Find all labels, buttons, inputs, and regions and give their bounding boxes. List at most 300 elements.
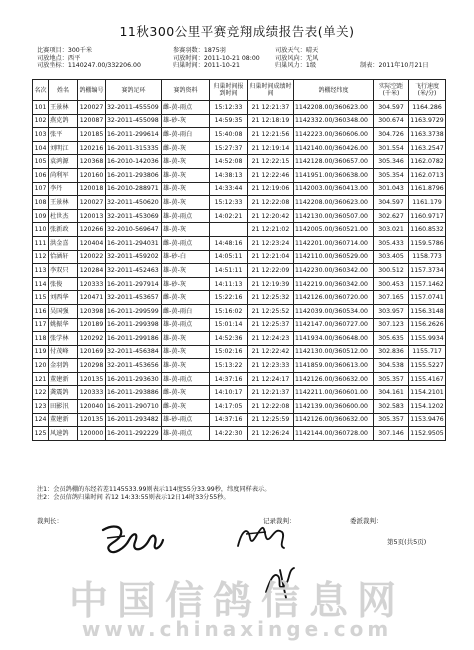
table-cell: 32-2011-453069 — [106, 209, 162, 223]
table-cell: 21 12:22:08 — [248, 196, 294, 210]
table-cell: 雄-砂-雨点 — [162, 413, 210, 427]
table-cell: 125 — [33, 427, 49, 441]
meta-entries: 参赛羽数：1875羽 — [173, 47, 226, 54]
table-cell: 雌-黄-雨白 — [162, 304, 210, 318]
table-cell: 120398 — [78, 304, 106, 318]
table-cell: 113 — [33, 264, 49, 278]
table-cell: 16-2011-315335 — [106, 141, 162, 155]
table-cell: 雌-黄-灰 — [162, 386, 210, 400]
meta-weather: 司放天气：晴天 — [275, 47, 319, 54]
table-cell: 21 12:22:08 — [248, 400, 294, 414]
table-row — [33, 168, 446, 182]
table-cell: 111 — [33, 236, 49, 250]
table-cell: 14:17:05 — [210, 400, 248, 414]
table-cell: 金羽鸽 — [49, 359, 78, 373]
document-title: 11秋300公里平赛竞翔成绩报告表(单关) — [119, 24, 355, 39]
meta-release-site: 司放地点：西平 — [37, 54, 81, 62]
table-cell: 15:01:14 — [210, 318, 248, 332]
table-cell: 雄-黄-灰 — [162, 264, 210, 278]
table-cell: 21 12:25:52 — [248, 304, 294, 318]
table-cell: 32-2011-456384 — [106, 345, 162, 359]
table-cell: 124 — [33, 413, 49, 427]
table-row — [33, 400, 446, 414]
note-1: 注1：会员鸽棚的东经若差1145533.99则表示114度55分33.99秒，纬度同样表示。 — [37, 486, 271, 493]
table-cell: 21 12:24:23 — [248, 332, 294, 346]
table-cell: 1155.5227 — [409, 359, 446, 373]
table-cell: 120 — [33, 359, 49, 373]
table-cell: 刘西华 — [49, 291, 78, 305]
table-cell: 1161.8796 — [409, 182, 446, 196]
table-cell: 14:33:44 — [210, 182, 248, 196]
table-cell: 雄-黄-灰 — [162, 332, 210, 346]
table-cell: 118 — [33, 332, 49, 346]
header-cell: 鸽棚编号 — [78, 80, 106, 101]
recorder-label: 记录裁判： — [263, 517, 296, 525]
table-cell: 16-2011-299186 — [106, 332, 162, 346]
table-body — [33, 101, 446, 441]
table-cell: 16-2011-293886 — [106, 386, 162, 400]
table-row — [33, 141, 446, 155]
table-cell: 117 — [33, 318, 49, 332]
table-cell: 21 12:22:46 — [248, 168, 294, 182]
table-cell: 16-2011-292229 — [106, 427, 162, 441]
table-cell: 1142144.00/360728.00 — [294, 427, 374, 441]
table-cell: 1142219.00/360342.00 — [294, 277, 374, 291]
table-cell: 16-2011-299398 — [106, 318, 162, 332]
notes — [37, 486, 270, 502]
table-cell: 1155.9934 — [409, 332, 446, 346]
table-cell: 120185 — [78, 128, 106, 142]
meta-row-1 — [37, 47, 457, 55]
table-cell: 32-2011-450620 — [106, 196, 162, 210]
table-cell: 1161.179 — [409, 196, 446, 210]
table-cell: 21 12:21:56 — [248, 128, 294, 142]
table-cell: 1157.3734 — [409, 264, 446, 278]
table-cell: 120000 — [78, 427, 106, 441]
table-cell: 120160 — [78, 168, 106, 182]
table-cell: 1142126.00/360632.00 — [294, 413, 374, 427]
table-cell: 107 — [33, 182, 49, 196]
table-cell: 雄-黄-灰 — [162, 196, 210, 210]
table-cell: 雌-黄-灰 — [162, 400, 210, 414]
table-cell: 15:12:33 — [210, 101, 248, 115]
table-row — [33, 304, 446, 318]
table-cell: 102 — [33, 114, 49, 128]
table-cell: 120333 — [78, 277, 106, 291]
table-cell: 李丹 — [49, 182, 78, 196]
table-cell: 21 12:23:33 — [248, 359, 294, 373]
table-cell: 32-2010-569647 — [106, 223, 162, 237]
table-cell: 1142130.00/360507.00 — [294, 209, 374, 223]
table-cell: 1157.0741 — [409, 291, 446, 305]
table-cell: 1152.9505 — [409, 427, 446, 441]
table-cell: 王景林 — [49, 196, 78, 210]
table-cell: 32-2011-452463 — [106, 264, 162, 278]
table-row — [33, 386, 446, 400]
table-cell: 张新政 — [49, 223, 78, 237]
table-cell: 刘明江 — [49, 141, 78, 155]
meta-race-item: 比赛项目：300千米 — [37, 47, 93, 54]
table-cell: 1142003.00/360413.00 — [294, 182, 374, 196]
table-cell: 307.146 — [374, 427, 409, 441]
table-cell: 16-2010-142036 — [106, 155, 162, 169]
table-cell: 1162.0713 — [409, 168, 446, 182]
page-number: 第5页(共5页) — [387, 538, 427, 546]
race-metadata — [37, 47, 457, 70]
table-cell: 123 — [33, 400, 49, 414]
table-cell: 15:22:16 — [210, 291, 248, 305]
table-cell: 109 — [33, 209, 49, 223]
table-cell: 王景林 — [49, 101, 78, 115]
table-cell: 袁鸿源 — [49, 155, 78, 169]
table-cell: 14:38:13 — [210, 168, 248, 182]
table-cell: 龚震鸽 — [49, 386, 78, 400]
table-cell: 21 12:22:42 — [248, 345, 294, 359]
table-cell: 121 — [33, 372, 49, 386]
table-cell: 1142139.00/360600.00 — [294, 400, 374, 414]
header-cell: 赛鸽资料 — [162, 80, 210, 101]
table-cell: 1156.3148 — [409, 304, 446, 318]
table-cell: 15:12:33 — [210, 196, 248, 210]
table-cell: 15:16:02 — [210, 304, 248, 318]
table-cell: 21 12:25:37 — [248, 318, 294, 332]
table-cell: 1142126.00/360632.00 — [294, 372, 374, 386]
table-cell: 16-2011-299614 — [106, 128, 162, 142]
table-row — [33, 372, 446, 386]
table-cell: 301.554 — [374, 141, 409, 155]
table-cell: 21 12:20:42 — [248, 209, 294, 223]
table-cell: 122 — [33, 386, 49, 400]
table-cell: 16-2011-294031 — [106, 236, 162, 250]
table-cell: 雌-黄-灰 — [162, 141, 210, 155]
table-cell: 14:11:13 — [210, 277, 248, 291]
meta-row-3 — [37, 62, 457, 70]
header-cell: 名次 — [33, 80, 49, 101]
table-cell: 21 12:21:37 — [248, 101, 294, 115]
table-cell: 304.597 — [374, 196, 409, 210]
table-cell: 14:02:21 — [210, 209, 248, 223]
table-cell: 21 12:21:37 — [248, 386, 294, 400]
table-cell: 尚利军 — [49, 168, 78, 182]
header-cell: 赛鸽足环 — [106, 80, 162, 101]
table-cell: 32-2011-455509 — [106, 101, 162, 115]
table-cell: 1142147.00/360727.00 — [294, 318, 374, 332]
table-cell: 21 12:22:15 — [248, 155, 294, 169]
table-cell: 1163.3738 — [409, 128, 446, 142]
table-cell: 1142140.00/360426.00 — [294, 141, 374, 155]
table-cell: 307.123 — [374, 318, 409, 332]
table-cell: 董建新 — [49, 413, 78, 427]
table-cell: 雄-黄-灰 — [162, 182, 210, 196]
table-cell: 32-2011-453656 — [106, 359, 162, 373]
table-cell: 1142039.00/360534.00 — [294, 304, 374, 318]
header-cell: 归巢时间成绩时间 — [248, 80, 294, 101]
table-cell: 杜世杰 — [49, 209, 78, 223]
table-cell: 雄-黄-灰 — [162, 168, 210, 182]
table-row — [33, 277, 446, 291]
table-row — [33, 236, 446, 250]
table-cell: 16-2011-299599 — [106, 304, 162, 318]
table-cell: 120018 — [78, 182, 106, 196]
table-cell: 21 12:18:19 — [248, 114, 294, 128]
table-cell: 李双只 — [49, 264, 78, 278]
table-cell: 302.627 — [374, 209, 409, 223]
table-cell: 120027 — [78, 101, 106, 115]
table-cell: 302.836 — [374, 345, 409, 359]
table-cell: 1159.5786 — [409, 236, 446, 250]
table-cell: 16-2011-293806 — [106, 168, 162, 182]
table-cell: 16-2011-290710 — [106, 400, 162, 414]
table-cell: 21 12:21:04 — [248, 250, 294, 264]
meta-return-time: 归巢时间：2011-10-21 — [173, 62, 240, 70]
table-cell: 1163.9729 — [409, 114, 446, 128]
table-cell: 120135 — [78, 413, 106, 427]
referee-label: 裁判长： — [37, 517, 63, 525]
table-cell: 21 12:24:17 — [248, 372, 294, 386]
table-cell: 305.346 — [374, 155, 409, 169]
table-cell: 300.453 — [374, 277, 409, 291]
table-cell: 14:48:16 — [210, 236, 248, 250]
table-cell: 雄-黄-雨点 — [162, 209, 210, 223]
table-cell: 1142128.00/360657.00 — [294, 155, 374, 169]
table-cell: 雌-黄-雨点 — [162, 236, 210, 250]
table-cell: 21 12:21:02 — [248, 223, 294, 237]
table-row — [33, 332, 446, 346]
table-cell: 304.538 — [374, 359, 409, 373]
table-cell: 120169 — [78, 345, 106, 359]
table-cell: 301.043 — [374, 182, 409, 196]
table-header-row — [33, 80, 446, 101]
table-cell: 14:10:17 — [210, 386, 248, 400]
table-cell: 305.354 — [374, 168, 409, 182]
table-cell: 304.161 — [374, 386, 409, 400]
table-cell: 120135 — [78, 372, 106, 386]
table-cell: 14:22:30 — [210, 427, 248, 441]
table-cell: 雄-砂-灰 — [162, 114, 210, 128]
table-row — [33, 128, 446, 142]
table-cell: 1141951.00/360638.00 — [294, 168, 374, 182]
table-cell: 恰涵轩 — [49, 250, 78, 264]
table-cell: 116 — [33, 304, 49, 318]
table-cell: 120040 — [78, 400, 106, 414]
table-cell: 15:13:22 — [210, 359, 248, 373]
table-cell: 1162.0782 — [409, 155, 446, 169]
table-cell: 1154.1202 — [409, 400, 446, 414]
table-cell: 雄-黄-灰 — [162, 223, 210, 237]
committee-label: 委派裁判： — [350, 517, 383, 525]
meta-made-date: 制表：2011年10月21日 — [360, 62, 429, 70]
table-cell: 21 12:19:06 — [248, 182, 294, 196]
table-cell: 1142208.00/360623.00 — [294, 196, 374, 210]
table-cell: 14:37:16 — [210, 413, 248, 427]
recorder-signature — [232, 520, 290, 554]
table-cell: 吴国强 — [49, 304, 78, 318]
table-cell: 120266 — [78, 223, 106, 237]
table-cell — [210, 223, 248, 237]
table-cell: 120471 — [78, 291, 106, 305]
table-cell: 雄-砂-灰 — [162, 277, 210, 291]
meta-wind: 司放风向：无风 — [275, 54, 319, 62]
table-cell: 1155.717 — [409, 345, 446, 359]
table-cell: 21 12:26:24 — [248, 427, 294, 441]
table-row — [33, 196, 446, 210]
table-cell: 雄-黄-灰 — [162, 155, 210, 169]
table-row — [33, 427, 446, 441]
table-cell: 田影汛 — [49, 400, 78, 414]
table-cell: 120292 — [78, 332, 106, 346]
table-cell: 120216 — [78, 141, 106, 155]
table-cell: 14:59:35 — [210, 114, 248, 128]
table-row — [33, 155, 446, 169]
table-cell: 303.957 — [374, 304, 409, 318]
table-cell: 1142005.00/360521.00 — [294, 223, 374, 237]
table-row — [33, 359, 446, 373]
table-cell: 1142208.00/360623.00 — [294, 101, 374, 115]
table-cell: 119 — [33, 345, 49, 359]
results-table — [32, 79, 446, 441]
table-cell: 112 — [33, 250, 49, 264]
table-cell: 雌-黄-灰 — [162, 291, 210, 305]
table-cell: 305.357 — [374, 413, 409, 427]
table-cell: 1142230.00/360342.00 — [294, 264, 374, 278]
table-row — [33, 345, 446, 359]
table-cell: 雄-黄-雨点 — [162, 318, 210, 332]
table-cell: 305.433 — [374, 236, 409, 250]
watermark-url: www.chinaxinge.com — [81, 617, 393, 641]
table-cell: 1142211.00/360601.00 — [294, 386, 374, 400]
table-cell: 105 — [33, 155, 49, 169]
table-cell: 14:37:16 — [210, 372, 248, 386]
table-cell: 15:02:16 — [210, 345, 248, 359]
table-cell: 1158.773 — [409, 250, 446, 264]
table-cell: 张俊 — [49, 277, 78, 291]
table-cell: 21 12:19:14 — [248, 141, 294, 155]
table-cell: 120013 — [78, 209, 106, 223]
table-row — [33, 209, 446, 223]
table-cell: 304.597 — [374, 101, 409, 115]
table-cell: 1142201.00/360714.00 — [294, 236, 374, 250]
table-cell: 16-2011-297914 — [106, 277, 162, 291]
table-cell: 114 — [33, 277, 49, 291]
table-cell: 1164.286 — [409, 101, 446, 115]
table-row — [33, 413, 446, 427]
table-cell: 120333 — [78, 386, 106, 400]
table-cell: 1142110.00/360529.00 — [294, 250, 374, 264]
table-cell: 14:05:11 — [210, 250, 248, 264]
table-cell: 洪金喜 — [49, 236, 78, 250]
table-row — [33, 114, 446, 128]
table-cell: 120022 — [78, 250, 106, 264]
table-row — [33, 264, 446, 278]
table-cell: 32-2011-453657 — [106, 291, 162, 305]
table-cell: 16-2011-293482 — [106, 413, 162, 427]
table-cell: 1160.8532 — [409, 223, 446, 237]
table-cell: 1154.2101 — [409, 386, 446, 400]
table-row — [33, 291, 446, 305]
meta-release-coords: 司放坐标：1140247.00/332206.00 — [37, 62, 141, 70]
table-cell: 姚振华 — [49, 318, 78, 332]
table-cell: 307.165 — [374, 291, 409, 305]
table-cell: 32-2011-459202 — [106, 250, 162, 264]
table-cell: 1141934.00/360648.00 — [294, 332, 374, 346]
table-cell: 14:52:36 — [210, 332, 248, 346]
table-cell: 14:52:08 — [210, 155, 248, 169]
table-cell: 21 12:23:24 — [248, 236, 294, 250]
table-cell: 1160.9717 — [409, 209, 446, 223]
table-cell: 305.357 — [374, 372, 409, 386]
table-cell: 115 — [33, 291, 49, 305]
table-cell: 120404 — [78, 236, 106, 250]
table-cell: 16-2011-293630 — [106, 372, 162, 386]
table-cell: 1142126.00/360720.00 — [294, 291, 374, 305]
header-cell: 鸽棚经纬度 — [294, 80, 374, 101]
table-cell: 120189 — [78, 318, 106, 332]
table-cell: 303.405 — [374, 250, 409, 264]
table-cell: 董建新 — [49, 372, 78, 386]
table-cell: 21 12:25:59 — [248, 413, 294, 427]
table-cell: 120368 — [78, 155, 106, 169]
table-cell: 1142332.00/360348.00 — [294, 114, 374, 128]
table-cell: 1156.2626 — [409, 318, 446, 332]
table-cell: 14:51:11 — [210, 264, 248, 278]
table-cell: 303.021 — [374, 223, 409, 237]
meta-release-time: 司放时间：2011-10-21 08:00 — [173, 54, 260, 62]
table-cell: 120027 — [78, 196, 106, 210]
table-cell: 1155.4167 — [409, 372, 446, 386]
table-cell: 120298 — [78, 359, 106, 373]
table-cell: 张平 — [49, 128, 78, 142]
table-cell: 103 — [33, 128, 49, 142]
table-cell: 32-2011-455098 — [106, 114, 162, 128]
header-cell: 飞行速度(米/分) — [409, 80, 446, 101]
note-2: 注2：会员信鸽归巢时间 若12 14:33:55则表示12日14时33分55秒。 — [37, 494, 230, 501]
table-cell: 1153.9476 — [409, 413, 446, 427]
watermark-text: 中国信鸽信息网 — [68, 579, 405, 624]
table-cell: 付茂峰 — [49, 345, 78, 359]
table-cell: 雄-砂-白 — [162, 250, 210, 264]
table-row — [33, 250, 446, 264]
table-cell: 15:40:08 — [210, 128, 248, 142]
table-cell: 雄-黄-雨点 — [162, 427, 210, 441]
referee-signature — [95, 518, 167, 560]
header-cell: 姓名 — [49, 80, 78, 101]
table-cell: 1141859.00/360613.00 — [294, 359, 374, 373]
table-cell: 21 12:25:32 — [248, 291, 294, 305]
table-cell: 雌-黄-雨点 — [162, 101, 210, 115]
table-cell: 108 — [33, 196, 49, 210]
table-row — [33, 223, 446, 237]
table-row — [33, 318, 446, 332]
table-cell: 110 — [33, 223, 49, 237]
table-cell: 300.674 — [374, 114, 409, 128]
table-cell: 104 — [33, 141, 49, 155]
table-cell: 106 — [33, 168, 49, 182]
table-cell: 张学林 — [49, 332, 78, 346]
table-cell: 雄-黄-灰 — [162, 345, 210, 359]
table-cell: 305.635 — [374, 332, 409, 346]
table-cell: 雄-黄-雨点 — [162, 372, 210, 386]
table-cell: 21 12:22:09 — [248, 264, 294, 278]
table-cell: 燕克鸽 — [49, 114, 78, 128]
table-row — [33, 101, 446, 115]
table-cell: 120087 — [78, 114, 106, 128]
table-cell: 风速鸽 — [49, 427, 78, 441]
table-cell: 300.512 — [374, 264, 409, 278]
table-cell: 302.583 — [374, 400, 409, 414]
header-cell: 实际空距(千米) — [374, 80, 409, 101]
table-cell: 1163.2547 — [409, 141, 446, 155]
table-cell: 21 12:19:39 — [248, 277, 294, 291]
